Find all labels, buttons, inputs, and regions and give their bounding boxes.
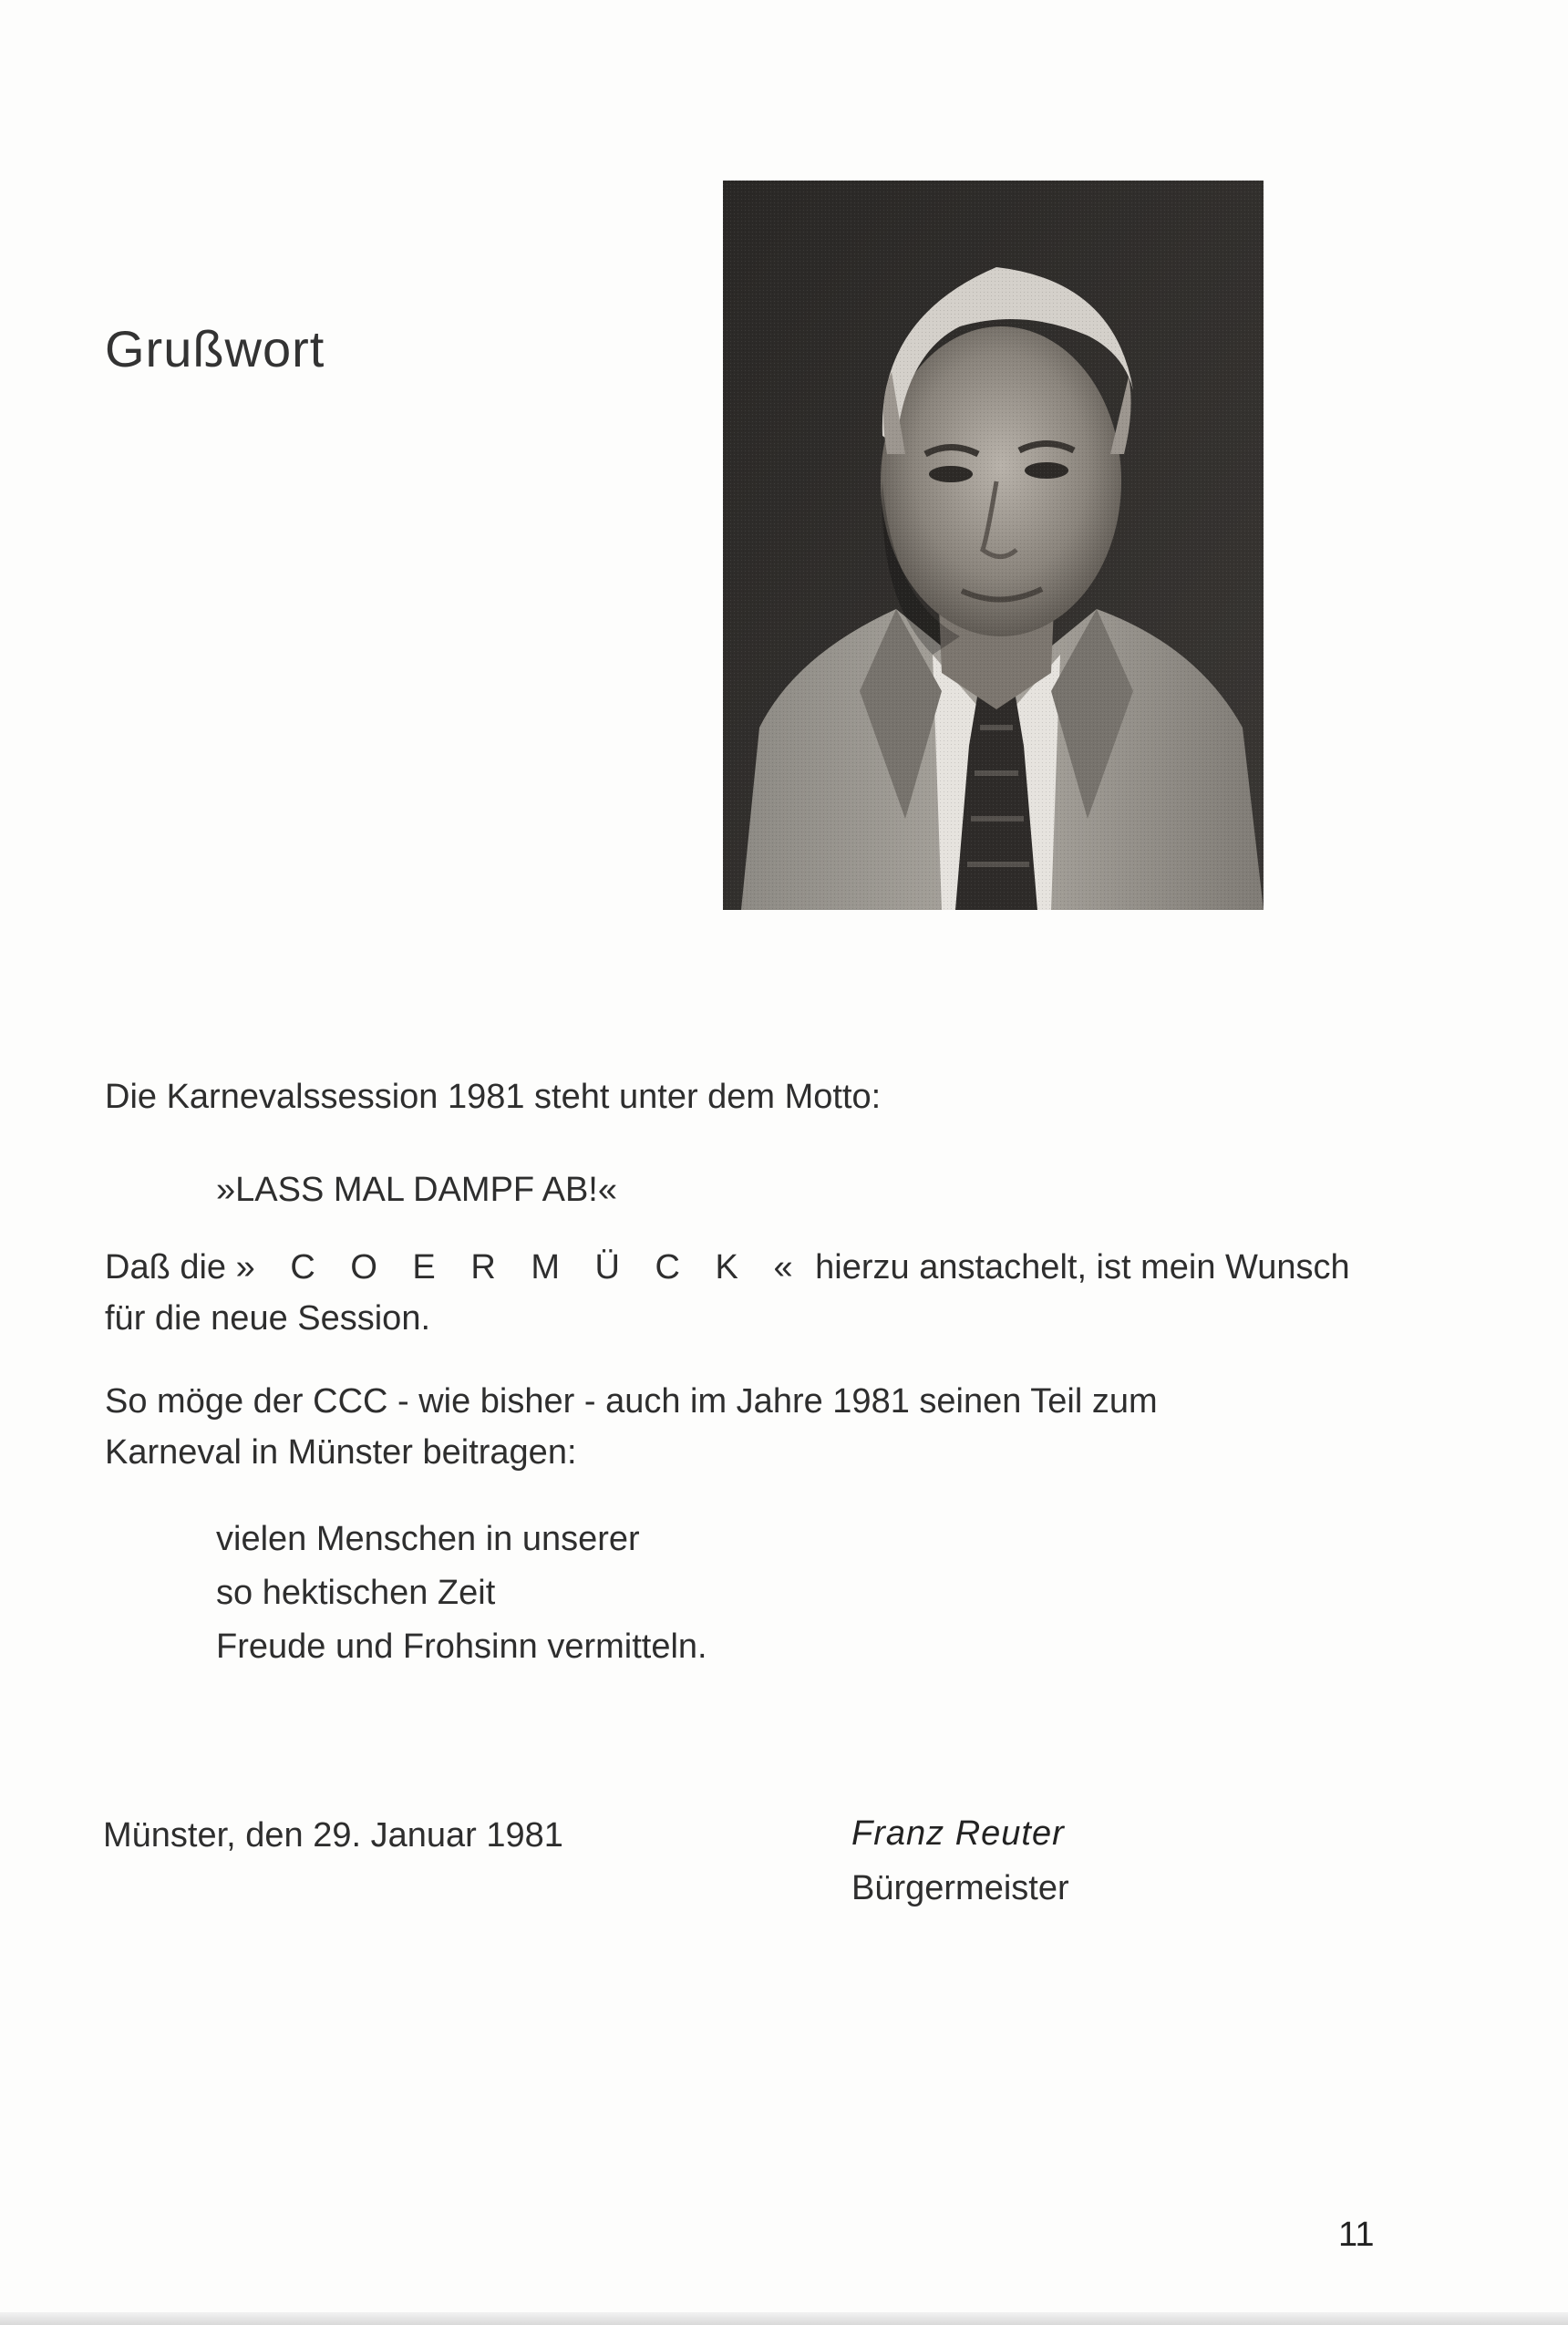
verse-block	[216, 1513, 707, 1674]
ccc-line-2: Karneval in Münster beitragen:	[105, 1433, 577, 1472]
verse-line: Freude und Frohsinn vermitteln.	[216, 1628, 707, 1666]
portrait-photo-icon	[723, 181, 1264, 910]
verse-line: so hektischen Zeit	[216, 1574, 496, 1612]
ccc-line-1: So möge der CCC - wie bisher - auch im Jahre 1981 seinen Teil zum	[105, 1382, 1158, 1421]
page-number: 11	[1338, 2216, 1375, 2254]
wish-text-end: hierzu anstachelt, ist mein Wunsch	[815, 1248, 1350, 1286]
signer-title: Bürgermeister	[851, 1869, 1069, 1907]
place-date: Münster, den 29. Januar 1981	[103, 1816, 563, 1855]
verse-line: vielen Menschen in unserer	[216, 1520, 640, 1558]
coer-mueck-name: » C O E R M Ü C K «	[235, 1248, 806, 1286]
signature-name: Franz Reuter	[851, 1814, 1065, 1853]
page-title: Grußwort	[105, 320, 325, 377]
wish-paragraph	[105, 1242, 1350, 1344]
intro-paragraph: Die Karnevalssession 1981 steht unter dem Motto:	[105, 1078, 882, 1116]
motto-text: »LASS MAL DAMPF AB!«	[216, 1171, 617, 1209]
wish-text-start: Daß die	[105, 1248, 227, 1286]
ccc-paragraph	[105, 1376, 1158, 1478]
wish-text-line2: für die neue Session.	[105, 1299, 431, 1338]
page-bottom-edge	[0, 2312, 1568, 2325]
